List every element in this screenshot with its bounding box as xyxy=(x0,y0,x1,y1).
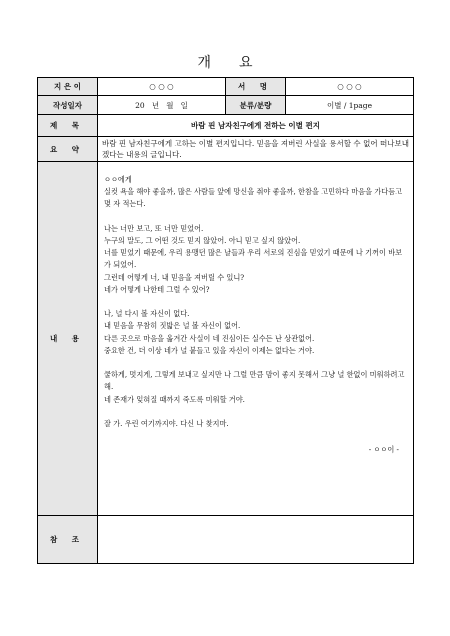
signature-label: 서 명 xyxy=(226,78,286,96)
signature-value: ○ ○ ○ xyxy=(286,78,414,96)
letter-line: 네가 어떻게 나한테 그럴 수 있어? xyxy=(104,284,210,294)
letter-line: 중요한 건, 더 이상 네가 널 붙들고 있을 자신이 이제는 없다는 거야. xyxy=(104,345,315,355)
category-value: 이별 / 1page xyxy=(286,96,414,115)
subject-value: 바람 핀 남자친구에게 전하는 이별 편지 xyxy=(98,115,414,137)
letter-line: 쿨하게, 멋지게, 그렇게 보내고 싶지만 나 그럴 만큼 맘이 좋지 못해서 그냥 널 한없이 미워하려고 해. xyxy=(104,370,405,392)
letter-line: 실컷 욕을 해야 좋을까, 많은 사람들 앞에 망신을 줘야 좋을까, 한참을 고민하다 마음을 가다듬고 몇 자 적는다. xyxy=(104,187,403,209)
reference-value xyxy=(98,516,414,564)
summary-value: 바람 핀 남자친구에게 고하는 이별 편지입니다. 믿음을 져버린 사실을 용서할 수 없어 떠나보내겠다는 내용의 글입니다. xyxy=(98,137,414,162)
date-label: 작성일자 xyxy=(38,96,98,115)
author-label: 지 은 이 xyxy=(38,78,98,96)
content-label: 내 용 xyxy=(38,162,98,516)
page-title: 개요 xyxy=(197,55,281,71)
letter-greeting: ㅇㅇ에게 xyxy=(104,175,132,184)
letter-line: 다른 곳으로 마음을 옮겨간 사실이 네 진심이든 실수든 난 상관없어. xyxy=(104,333,315,343)
letter-signature: - ㅇㅇ이 - xyxy=(368,445,399,455)
date-value: 20 년 월 일 xyxy=(98,96,226,115)
subject-label: 제 목 xyxy=(38,115,98,137)
letter-line: 나는 너만 보고, 또 너만 믿었어. xyxy=(104,223,204,233)
author-value: ○ ○ ○ xyxy=(98,78,226,96)
letter-line: 누구의 말도, 그 어떤 것도 믿지 않았어. 아니 믿고 싶지 않았어. xyxy=(104,236,301,245)
letter-line: 네 존재가 잊혀질 때까지 죽도록 미워할 거야. xyxy=(104,394,245,404)
reference-label: 참 조 xyxy=(38,516,98,564)
summary-label: 요 약 xyxy=(38,137,98,162)
letter-line: 그런데 어떻게 너, 내 믿음을 져버릴 수 있니? xyxy=(104,272,245,282)
category-label: 분류/분량 xyxy=(226,96,286,115)
letter-line: 내 믿음을 무참히 짓밟은 널 볼 자신이 없어. xyxy=(104,321,241,331)
letter-line: 나, 널 다시 볼 자신이 없다. xyxy=(104,309,190,319)
letter-line: 너를 믿었기 때문에, 우리 용맹던 많은 날들과 우리 서로의 진심을 믿었기 때문에 나 기꺼이 바보가 되었어. xyxy=(104,248,403,270)
overview-form xyxy=(37,77,414,564)
letter-content xyxy=(98,162,414,516)
letter-line: 잘 가. 우린 여기까지야. 다신 나 찾지마. xyxy=(104,419,229,428)
